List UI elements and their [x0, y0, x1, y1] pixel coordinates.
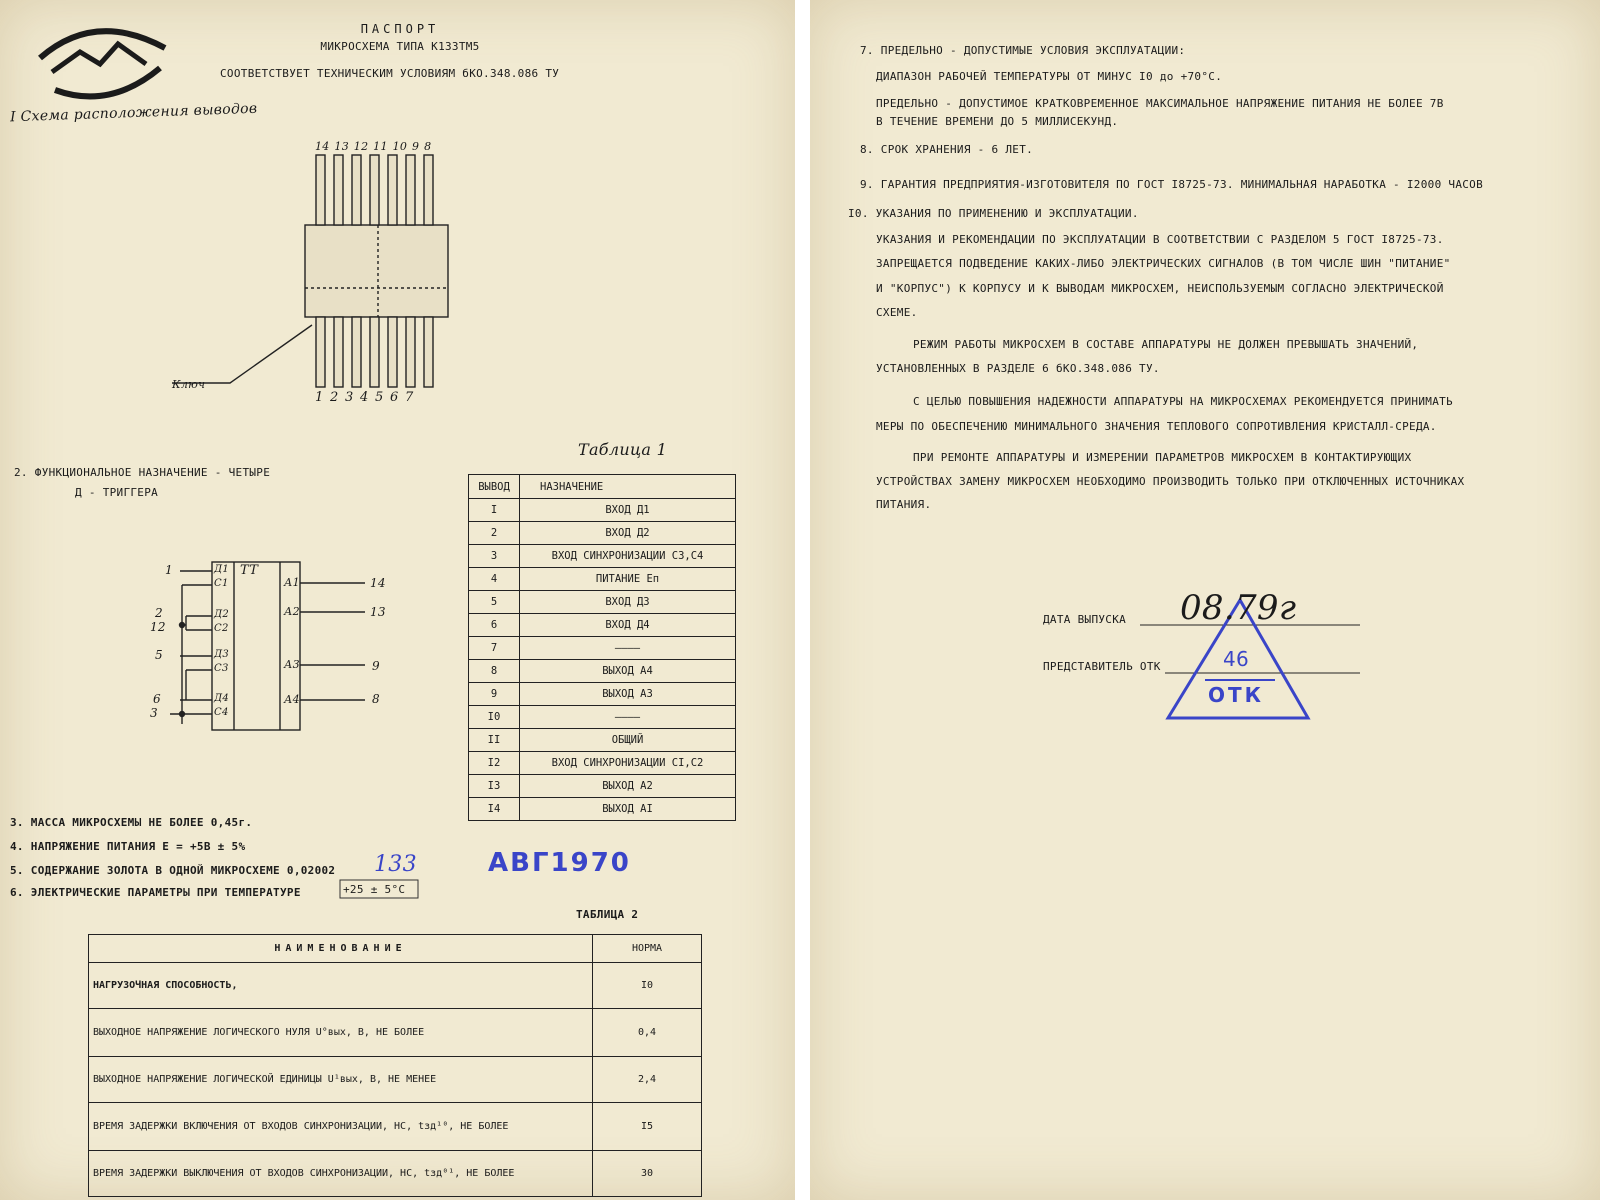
top-pins: [316, 155, 433, 225]
purpose-cell: ВХОД Д1: [520, 499, 736, 522]
manufacturer-logo: [40, 31, 165, 96]
input-c4: С4: [214, 707, 229, 718]
section1-heading: I Схема расположения выводов: [9, 100, 258, 126]
spec-mass: 3. МАССА МИКРОСХЕМЫ НЕ БОЛЕЕ 0,45г.: [10, 816, 253, 829]
spec-voltage: 4. НАПРЯЖЕНИЕ ПИТАНИЯ Е = +5В ± 5%: [10, 840, 246, 853]
pin-label-6: 6: [153, 692, 161, 706]
purpose-cell: ВЫХОД АI: [520, 798, 736, 821]
p10-line: УКАЗАНИЯ И РЕКОМЕНДАЦИИ ПО ЭКСПЛУАТАЦИИ В СООТВЕТСТВИИ С РАЗДЕЛОМ 5 ГОСТ I8725-73.: [876, 233, 1444, 246]
table-header-row: [89, 935, 702, 963]
pin-cell: 3: [469, 545, 520, 568]
pin-cell: 5: [469, 591, 520, 614]
table2-caption: ТАБЛИЦА 2: [576, 908, 639, 921]
table-header: НАЗНАЧЕНИЕ: [520, 475, 736, 499]
pin-cell: 2: [469, 522, 520, 545]
purpose-cell: ВЫХОД А2: [520, 775, 736, 798]
p10-line: ЗАПРЕЩАЕТСЯ ПОДВЕДЕНИЕ КАКИХ-ЛИБО ЭЛЕКТРИЧЕСКИХ СИГНАЛОВ (В ТОМ ЧИСЛЕ ШИН "ПИТАНИЕ": [876, 257, 1451, 270]
table-row: [89, 963, 702, 1009]
table-header: НАИМЕНОВАНИЕ: [89, 935, 593, 963]
purpose-cell: ВЫХОД А3: [520, 683, 736, 706]
spec-gold: 5. СОДЕРЖАНИЕ ЗОЛОТА В ОДНОЙ МИКРОСХЕМЕ 0,02002: [10, 864, 336, 877]
p7-line2: ПРЕДЕЛЬНО - ДОПУСТИМОЕ КРАТКОВРЕМЕННОЕ МАКСИМАЛЬНОЕ НАПРЯЖЕНИЕ ПИТАНИЯ НЕ БОЛЕЕ 7В: [876, 97, 1444, 110]
pin-cell: 7: [469, 637, 520, 660]
table-row: [469, 775, 736, 798]
table-row: [469, 798, 736, 821]
pin-label-2: 2: [155, 606, 163, 620]
input-d3: Д3: [214, 649, 230, 660]
param-name: ВРЕМЯ ЗАДЕРЖКИ ВКЛЮЧЕНИЯ ОТ ВХОДОВ СИНХРОНИЗАЦИИ, НС, tзд¹⁰, НЕ БОЛЕЕ: [89, 1103, 593, 1151]
table-row: [89, 1009, 702, 1057]
bottom-pins: [316, 317, 433, 387]
table-row: [469, 522, 736, 545]
table-header-row: [469, 475, 736, 499]
table-row: [89, 1057, 702, 1103]
table-header: НОРМА: [593, 935, 702, 963]
p9: 9. ГАРАНТИЯ ПРЕДПРИЯТИЯ-ИЗГОТОВИТЕЛЯ ПО ГОСТ I8725-73. МИНИМАЛЬНАЯ НАРАБОТКА - I2000 ЧАСОВ: [860, 178, 1484, 191]
section2-line2: Д - ТРИГГЕРА: [75, 486, 159, 499]
param-value: I0: [593, 963, 702, 1009]
pin-cell: 8: [469, 660, 520, 683]
input-d4: Д4: [214, 693, 230, 704]
pin-label-3: 3: [150, 706, 158, 720]
logic-type: TT: [240, 563, 259, 578]
key-leader: [172, 325, 312, 383]
param-name: ВЫХОДНОЕ НАПРЯЖЕНИЕ ЛОГИЧЕСКОЙ ЕДИНИЦЫ U¹вых, В, НЕ МЕНЕЕ: [89, 1057, 593, 1103]
repair-line: ПРИ РЕМОНТЕ АППАРАТУРЫ И ИЗМЕРЕНИИ ПАРАМЕТРОВ МИКРОСХЕМ В КОНТАКТИРУЮЩИХ: [913, 451, 1412, 464]
passport-title: ПАСПОРТ: [360, 22, 440, 36]
table-header: ВЫВОД: [469, 475, 520, 499]
pin-label-8: 8: [372, 692, 380, 706]
gold-handwritten: 133: [374, 852, 417, 877]
release-date-label: ДАТА ВЫПУСКА: [1043, 613, 1127, 626]
purpose-cell: ВХОД Д2: [520, 522, 736, 545]
table-row: [89, 1103, 702, 1151]
table-row: [469, 660, 736, 683]
table-row: [469, 683, 736, 706]
chip-body: [305, 225, 448, 317]
pin-cell: 9: [469, 683, 520, 706]
purpose-cell: ВЫХОД А4: [520, 660, 736, 683]
input-d1: Д1: [214, 564, 230, 575]
pin-cell: I: [469, 499, 520, 522]
p7-title: 7. ПРЕДЕЛЬНО - ДОПУСТИМЫЕ УСЛОВИЯ ЭКСПЛУАТАЦИИ:: [860, 44, 1186, 57]
table-row: [469, 545, 736, 568]
release-date-value: 08.79г: [1180, 588, 1297, 628]
top-pin-numbers: 14 13 12 11 10 9 8: [315, 140, 432, 153]
param-value: 30: [593, 1151, 702, 1197]
input-c2: С2: [214, 623, 229, 634]
pin-cell: I2: [469, 752, 520, 775]
pin-label-9: 9: [372, 659, 380, 673]
param-name: ВЫХОДНОЕ НАПРЯЖЕНИЕ ЛОГИЧЕСКОГО НУЛЯ U°вых, В, НЕ БОЛЕЕ: [89, 1009, 593, 1057]
param-name: НАГРУЗОЧНАЯ СПОСОБНОСТЬ,: [89, 963, 593, 1009]
table-row: [469, 568, 736, 591]
p10-line: И "КОРПУС") К КОРПУСУ И К ВЫВОДАМ МИКРОСХЕМ, НЕИСПОЛЬЗУЕМЫМ СОГЛАСНО ЭЛЕКТРИЧЕСКОЙ: [876, 282, 1444, 295]
table-row: [469, 752, 736, 775]
repair-line: УСТРОЙСТВАХ ЗАМЕНУ МИКРОСХЕМ НЕОБХОДИМО ПРОИЗВОДИТЬ ТОЛЬКО ПРИ ОТКЛЮЧЕННЫХ ИСТОЧНИКАХ: [876, 475, 1465, 488]
pin-label-13: 13: [370, 605, 386, 619]
right-page: [810, 0, 1600, 1200]
purpose-cell: ————: [520, 706, 736, 729]
otk-label: ПРЕДСТАВИТЕЛЬ ОТК: [1043, 660, 1161, 673]
input-c3: С3: [214, 663, 229, 674]
param-value: I5: [593, 1103, 702, 1151]
output-a3: А3: [284, 658, 300, 671]
pin-cell: I3: [469, 775, 520, 798]
purpose-cell: ОБЩИЙ: [520, 729, 736, 752]
date-stamp: АВГ1970: [488, 848, 631, 878]
mode-line: РЕЖИМ РАБОТЫ МИКРОСХЕМ В СОСТАВЕ АППАРАТУРЫ НЕ ДОЛЖЕН ПРЕВЫШАТЬ ЗНАЧЕНИЙ,: [913, 338, 1419, 351]
spec-electrical: 6. ЭЛЕКТРИЧЕСКИЕ ПАРАМЕТРЫ ПРИ ТЕМПЕРАТУРЕ: [10, 886, 301, 899]
purpose-cell: ПИТАНИЕ Еп: [520, 568, 736, 591]
section2-line1: 2. ФУНКЦИОНАЛЬНОЕ НАЗНАЧЕНИЕ - ЧЕТЫРЕ: [14, 466, 271, 479]
table-row: [469, 637, 736, 660]
passport-spec: СООТВЕТСТВУЕТ ТЕХНИЧЕСКИМ УСЛОВИЯМ бКО.348.086 ТУ: [220, 67, 560, 80]
pinout-diagram: [172, 155, 448, 387]
parameters-table: [88, 934, 702, 1197]
pin-assignment-table: [468, 474, 736, 821]
table-row: [89, 1151, 702, 1197]
purpose-cell: ВХОД Д4: [520, 614, 736, 637]
passport-subtitle: МИКРОСХЕМА ТИПА К133ТМ5: [320, 40, 480, 53]
param-value: 0,4: [593, 1009, 702, 1057]
mode-line: УСТАНОВЛЕННЫХ В РАЗДЕЛЕ 6 бКО.348.086 ТУ.: [876, 362, 1160, 375]
input-d2: Д2: [214, 609, 230, 620]
p10-title: I0. УКАЗАНИЯ ПО ПРИМЕНЕНИЮ И ЭКСПЛУАТАЦИИ.: [848, 207, 1139, 220]
purpose-cell: ВХОД СИНХРОНИЗАЦИИ СI,С2: [520, 752, 736, 775]
pin-label-12: 12: [150, 620, 166, 634]
otk-number: 46: [1223, 647, 1250, 671]
param-value: 2,4: [593, 1057, 702, 1103]
pin-cell: 6: [469, 614, 520, 637]
repair-line: ПИТАНИЯ.: [876, 498, 932, 511]
logic-symbol: [170, 562, 365, 730]
key-label: Ключ: [172, 378, 206, 391]
p7-line1: ДИАПАЗОН РАБОЧЕЙ ТЕМПЕРАТУРЫ ОТ МИНУС I0 до +70°С.: [876, 70, 1223, 83]
pin-cell: II: [469, 729, 520, 752]
p7-line3: В ТЕЧЕНИЕ ВРЕМЕНИ ДО 5 МИЛЛИСЕКУНД.: [876, 115, 1119, 128]
param-name: ВРЕМЯ ЗАДЕРЖКИ ВЫКЛЮЧЕНИЯ ОТ ВХОДОВ СИНХРОНИЗАЦИИ, НС, tзд⁰¹, НЕ БОЛЕЕ: [89, 1151, 593, 1197]
purpose-cell: ————: [520, 637, 736, 660]
table-row: [469, 591, 736, 614]
output-a1: А1: [284, 576, 300, 589]
table-row: [469, 614, 736, 637]
pin-label-1: 1: [165, 563, 173, 577]
table-row: [469, 706, 736, 729]
otk-stamp-text: ОТК: [1208, 683, 1264, 707]
purpose-cell: ВХОД Д3: [520, 591, 736, 614]
reliability-line: С ЦЕЛЬЮ ПОВЫШЕНИЯ НАДЕЖНОСТИ АППАРАТУРЫ НА МИКРОСХЕМАХ РЕКОМЕНДУЕТСЯ ПРИНИМАТЬ: [913, 395, 1453, 408]
pin-cell: I4: [469, 798, 520, 821]
pin-cell: 4: [469, 568, 520, 591]
pin-cell: I0: [469, 706, 520, 729]
input-c1: С1: [214, 578, 229, 589]
pin-label-14: 14: [370, 576, 386, 590]
table-row: [469, 729, 736, 752]
table1-caption: Таблица 1: [578, 440, 668, 459]
output-a2: А2: [284, 605, 300, 618]
bottom-pin-numbers: 1 2 3 4 5 6 7: [315, 390, 414, 405]
purpose-cell: ВХОД СИНХРОНИЗАЦИИ С3,С4: [520, 545, 736, 568]
pin-label-5: 5: [155, 648, 163, 662]
p8: 8. СРОК ХРАНЕНИЯ - 6 ЛЕТ.: [860, 143, 1034, 156]
left-page: [0, 0, 795, 1200]
reliability-line: МЕРЫ ПО ОБЕСПЕЧЕНИЮ МИНИМАЛЬНОГО ЗНАЧЕНИЯ ТЕПЛОВОГО СОПРОТИВЛЕНИЯ КРИСТАЛЛ-СРЕДА.: [876, 420, 1437, 433]
spec-temperature: +25 ± 5°С: [343, 883, 406, 896]
table-row: [469, 499, 736, 522]
p10-line: СХЕМЕ.: [876, 306, 918, 319]
output-a4: А4: [284, 693, 300, 706]
